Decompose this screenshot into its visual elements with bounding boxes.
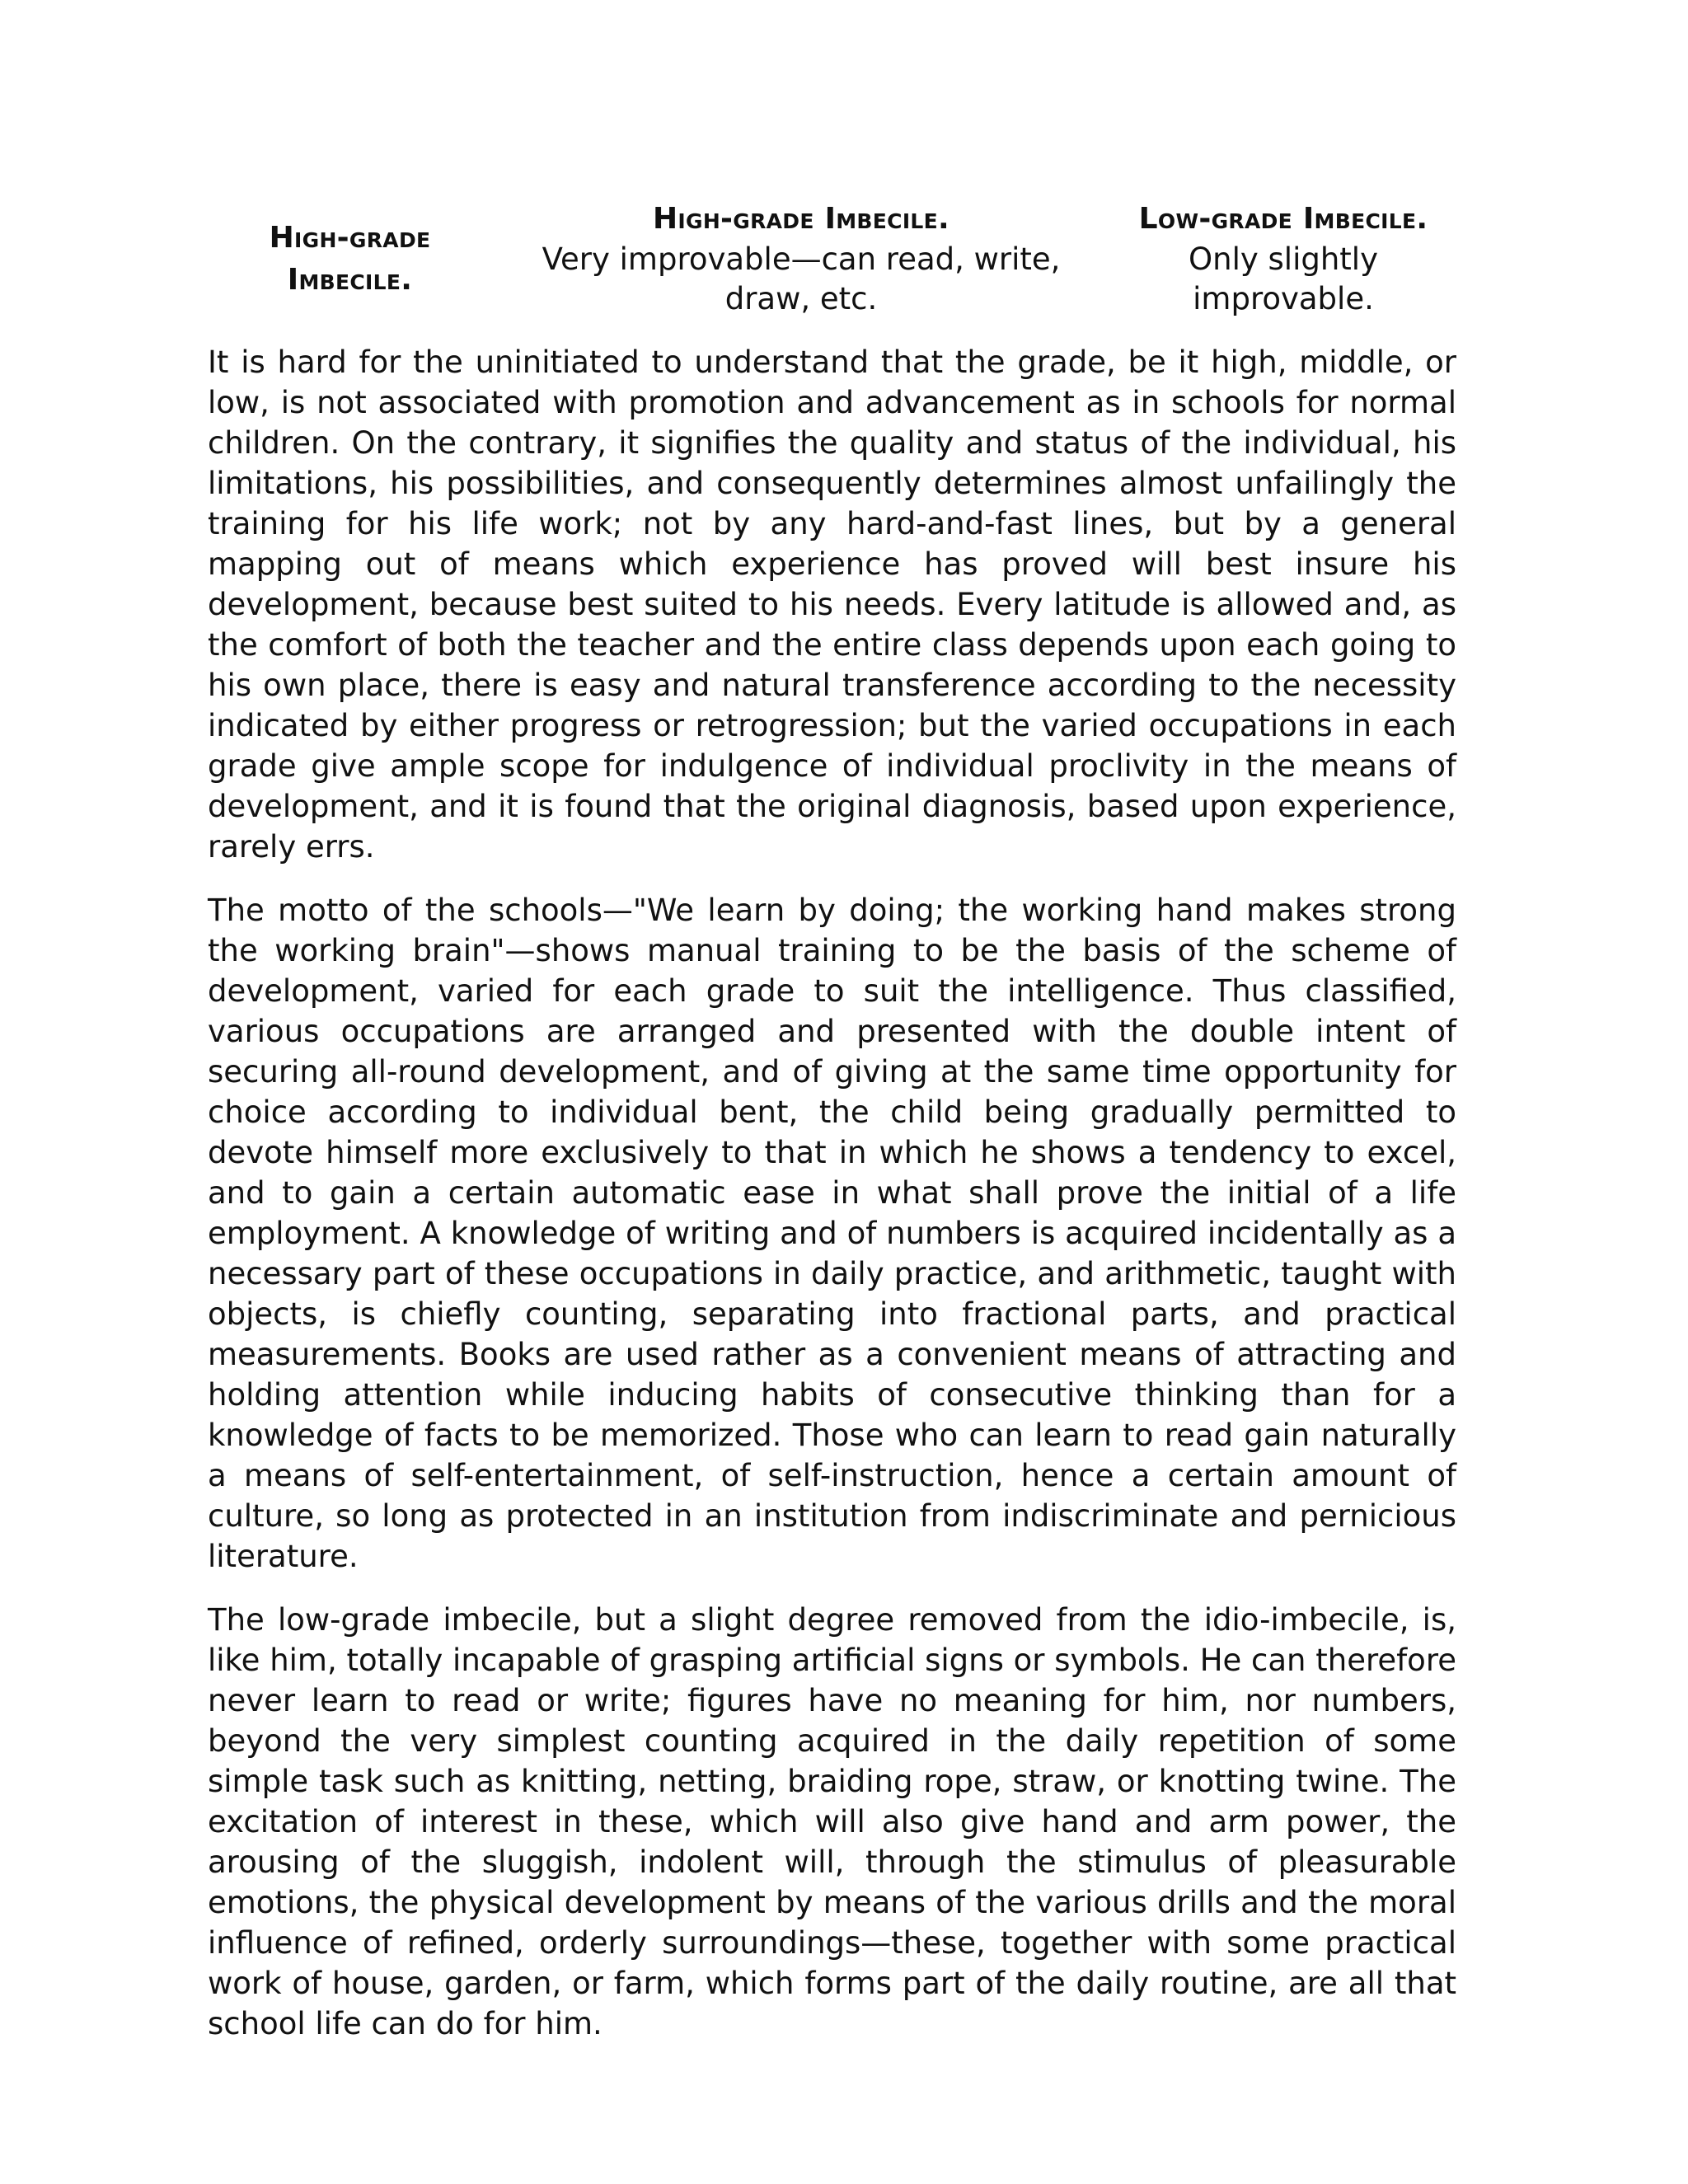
grade-column-heading: High-grade Imbecile.	[269, 220, 431, 297]
grade-column-1	[208, 217, 492, 301]
grade-column-3	[1110, 198, 1456, 319]
grade-column-2	[492, 198, 1110, 319]
grade-table-header	[208, 198, 1456, 319]
grade-column-description: Only slightly improvable.	[1189, 241, 1378, 316]
grade-column-heading: High-grade Imbecile.	[652, 202, 950, 236]
grade-column-heading: Low-grade Imbecile.	[1138, 202, 1428, 236]
body-paragraph: It is hard for the uninitiated to understand that the grade, be it high, middle, or low, is not associated with promotion and advancement as in schools for normal children. On the contrary, it signifies the quality and status of the individual, his limitations, his possibilities, and consequently determines almost unfailingly the training for his life work; not by any hard-and-fast lines, but by a general mapping out of means which experience has proved will best insure his development, because best suited to his needs. Every latitude is allowed and, as the comfort of both the teacher and the entire class depends upon each going to his own place, there is easy and natural transference according to the necessity indicated by either progress or retrogression; but the varied occupations in each grade give ample scope for indulgence of individual proclivity in the means of development, and it is found that the original diagnosis, based upon experience, rarely errs.	[208, 344, 1456, 865]
document-page	[208, 198, 1456, 2067]
body-paragraph: The low-grade imbecile, but a slight degree removed from the idio-imbecile, is, like him, totally incapable of grasping artificial signs or symbols. He can therefore never learn to read or write; figures have no meaning for him, nor numbers, beyond the very simplest counting acquired in the daily repetition of some simple task such as knitting, netting, braiding rope, straw, or knotting twine. The excitation of interest in these, which will also give hand and arm power, the arousing of the sluggish, indolent will, through the stimulus of pleasurable emotions, the physical development by means of the various drills and the moral influence of refined, orderly surroundings—these, together with some practical work of house, garden, or farm, which forms part of the daily routine, are all that school life can do for him.	[208, 1602, 1456, 2041]
grade-column-description: Very improvable—can read, write, draw, etc.	[542, 241, 1061, 316]
body-paragraph: The motto of the schools—"We learn by doing; the working hand makes strong the working brain"—shows manual training to be the basis of the scheme of development, varied for each grade to suit the intelligence. Thus classified, various occupations are arranged and presented with the double intent of securing all-round development, and of giving at the same time opportunity for choice according to individual bent, the child being gradually permitted to devote himself more exclusively to that in which he shows a tendency to excel, and to gain a certain automatic ease in what shall prove the initial of a life employment. A knowledge of writing and of numbers is acquired incidentally as a necessary part of these occupations in daily practice, and arithmetic, taught with objects, is chiefly counting, separating into fractional parts, and practical measurements. Books are used rather as a convenient means of attracting and holding attention while inducing habits of consecutive thinking than for a knowledge of facts to be memorized. Those who can learn to read gain naturally a means of self-entertainment, of self-instruction, hence a certain amount of culture, so long as protected in an institution from indiscriminate and pernicious literature.	[208, 893, 1456, 1574]
